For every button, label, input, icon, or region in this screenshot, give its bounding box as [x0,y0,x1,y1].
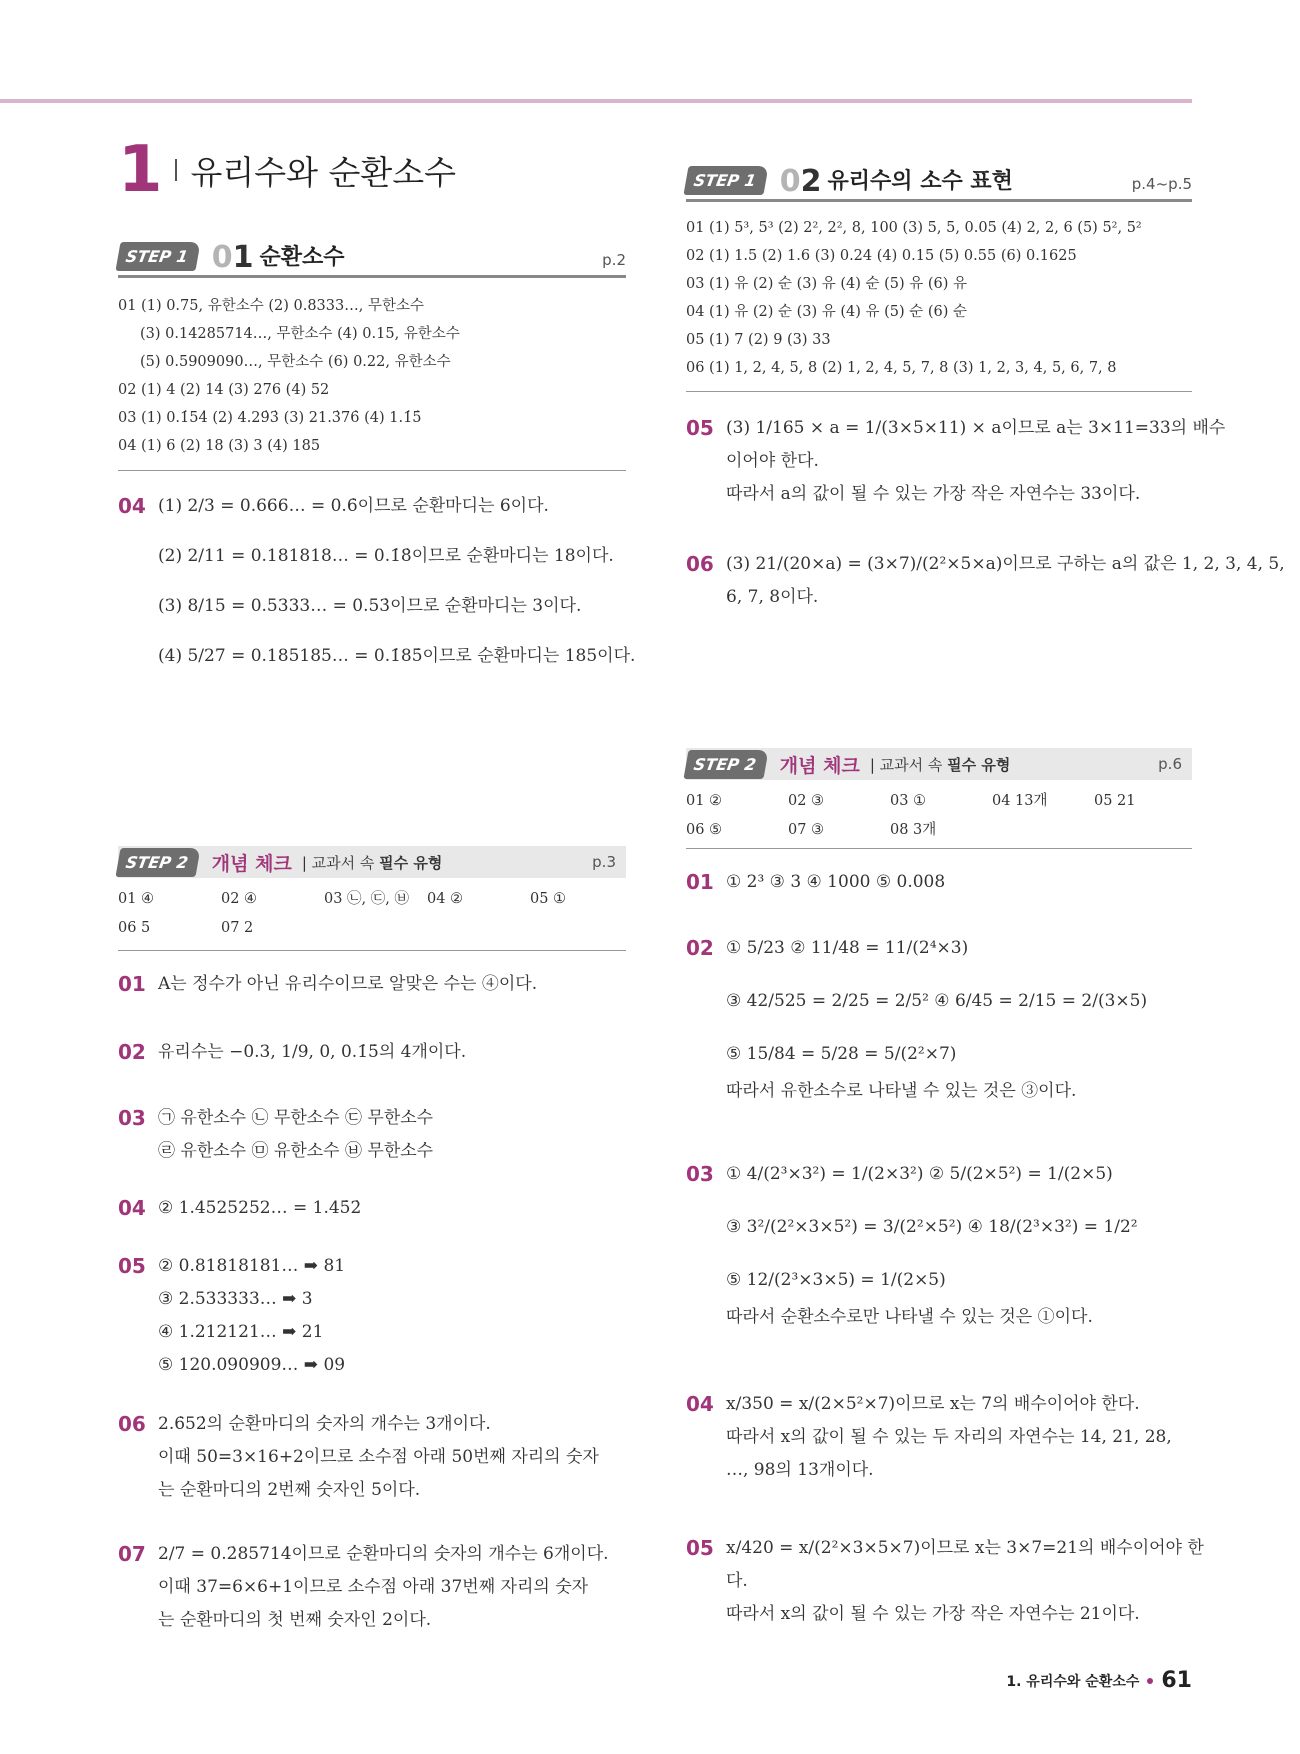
answer-cell: 02 ③ [788,793,825,809]
solution-01 [118,968,626,1001]
page-footer [1006,1668,1192,1693]
solution-line: 2/7 = 0.2̇85714̇이므로 순환마디의 숫자의 개수는 6개이다. [158,1544,609,1564]
answer-cell: 04 13개 [992,793,1048,809]
solution-line: ⑤ 12/(2³×3×5) = 1/(2×5) [726,1270,946,1290]
solution-line: …, 98의 13개이다. [726,1460,874,1480]
section-title: 순환소수 [259,245,345,270]
chapter-divider [175,159,177,181]
solution-line: (4) 5/27 = 0.185185… = 0.1̇85̇이므로 순환마디는 185이다. [158,646,636,666]
solution-line: 이때 50=3×16+2이므로 소수점 아래 50번째 자리의 숫자 [158,1447,599,1467]
step2-header-p6 [686,748,1192,780]
answer-row: 06 (1) 1, 2, 4, 5, 8 (2) 1, 2, 4, 5, 7, 8 (3) 1, 2, 3, 4, 5, 6, 7, 8 [686,360,1117,376]
answer-row: (3) 0.14285714…, 무한소수 (4) 0.15, 유한소수 [140,326,460,342]
solution-03 [118,1102,626,1168]
answer-cell: 04 ② [427,891,464,907]
solution-line: ⑤ 15/84 = 5/28 = 5/(2²×7) [726,1044,957,1064]
answer-cell: 08 3개 [890,822,937,838]
problem-number: 05 [118,1254,146,1278]
section-header-01 [118,238,626,278]
solution-01-sec2 [686,866,1192,899]
solution-line: ㉣ 유한소수 ㉤ 유한소수 ㉥ 무한소수 [158,1141,434,1161]
answer-cell: 07 ③ [788,822,825,838]
problem-number: 06 [118,1412,146,1436]
section-number: 02 [779,164,822,199]
solution-line: 는 순환마디의 첫 번째 숫자인 2이다. [158,1610,432,1630]
answer-row: 03 (1) 유 (2) 순 (3) 유 (4) 순 (5) 유 (6) 유 [686,276,968,292]
answer-cell: 06 5 [118,920,151,936]
solution-07 [118,1538,626,1637]
section-page: p.3 [592,853,616,871]
concept-check-title: 개념 체크 [211,852,292,875]
answer-cell: 03 ① [890,793,927,809]
problem-number: 03 [118,1106,146,1130]
problem-number: 03 [686,1162,714,1186]
section-header-02 [686,162,1192,202]
answer-row: (5) 0.5909090…, 무한소수 (6) 0.22, 유한소수 [140,354,451,370]
solution-05-sec2 [686,412,1226,511]
step2-header-p3 [118,846,626,878]
solution-line: A는 정수가 아닌 유리수이므로 알맞은 수는 ④이다. [158,974,538,994]
separator [686,848,1192,849]
separator [118,470,626,471]
answer-cell: 03 ㉡, ㉢, ㉥ [324,891,409,907]
solution-line: ㉠ 유한소수 ㉡ 무한소수 ㉢ 무한소수 [158,1108,434,1128]
step-badge: STEP 1 [115,242,200,271]
separator [118,950,626,951]
answer-row: 03 (1) 0.1̇54̇ (2) 4.29̇3̇ (3) 21.3̇76̇ (4) 1.1̇5̇ [118,410,422,426]
problem-number: 02 [118,1040,146,1064]
solution-line: (3) 8/15 = 0.5333… = 0.53̇이므로 순환마디는 3이다. [158,596,582,616]
problem-number: 02 [686,936,714,960]
answer-list-01 [118,292,626,460]
concept-check-subtitle: | 교과서 속 필수 유형 [869,755,1011,774]
answer-row: 02 (1) 1.5 (2) 1.6 (3) 0.24 (4) 0.15 (5) 0.55 (6) 0.1625 [686,248,1077,264]
answer-list-02 [686,214,1192,382]
solution-line: (3) 1/165 × a = 1/(3×5×11) × a이므로 a는 3×11=33의 배수 [726,418,1226,438]
solution-line: x/350 = x/(2×5²×7)이므로 x는 7의 배수이어야 한다. [726,1394,1140,1414]
solution-line: 다. [726,1571,748,1591]
problem-number: 04 [686,1392,714,1416]
problem-number: 05 [686,416,714,440]
solution-line: 유리수는 −0.3, 1/9, 0, 0.1̇5̇의 4개이다. [158,1042,467,1062]
answer-cell: 01 ② [686,793,723,809]
section-title: 유리수의 소수 표현 [827,169,1013,194]
problem-number: 01 [686,870,714,894]
answer-row: 04 (1) 유 (2) 순 (3) 유 (4) 유 (5) 순 (6) 순 [686,304,968,320]
step-badge: STEP 2 [115,848,200,877]
step-badge: STEP 2 [683,750,768,779]
answer-cell: 05 21 [1094,793,1136,809]
section-page: p.6 [1158,755,1182,773]
solution-05-sec2b [686,1532,1204,1631]
solution-line: ① 2³ ③ 3 ④ 1000 ⑤ 0.008 [726,872,946,892]
solution-line: ② 1.4525252… = 1.45̇2̇ [158,1198,362,1218]
solution-line: 2.6̇52̇의 순환마디의 숫자의 개수는 3개이다. [158,1414,491,1434]
problem-number: 04 [118,494,146,518]
footer-dot [1147,1678,1153,1684]
solution-line: (2) 2/11 = 0.181818… = 0.1̇8̇이므로 순환마디는 18이다. [158,546,614,566]
solution-line: 이때 37=6×6+1이므로 소수점 아래 37번째 자리의 숫자 [158,1577,589,1597]
solution-line: ⑤ 120.090909… ➡ 09 [158,1355,346,1375]
footer-chapter: 1. 유리수와 순환소수 [1006,1673,1140,1690]
concept-check-title: 개념 체크 [779,754,860,777]
solution-05 [118,1250,626,1382]
answer-row: 05 (1) 7 (2) 9 (3) 33 [686,332,831,348]
answer-cell: 01 ④ [118,891,155,907]
solution-04 [118,490,636,673]
answer-grid-p6 [686,788,1192,848]
solution-line: 따라서 x의 값이 될 수 있는 두 자리의 자연수는 14, 21, 28, [726,1427,1172,1447]
solution-line: (1) 2/3 = 0.666… = 0.6̇이므로 순환마디는 6이다. [158,496,549,516]
solution-line: ④ 1.212121… ➡ 21 [158,1322,324,1342]
solution-line: ③ 42/525 = 2/25 = 2/5² ④ 6/45 = 2/15 = 2/(3×5) [726,991,1148,1011]
answer-row: 01 (1) 0.75, 유한소수 (2) 0.8333…, 무한소수 [118,298,424,314]
solution-04b [118,1192,626,1225]
solution-line: 따라서 순환소수로만 나타낼 수 있는 것은 ①이다. [726,1307,1093,1327]
solution-04-sec2 [686,1388,1192,1487]
solution-06-sec2 [686,548,1285,614]
problem-number: 01 [118,972,146,996]
section-number: 01 [211,240,254,275]
solution-line: (3) 21/(20×a) = (3×7)/(2²×5×a)이므로 구하는 a의 값은 1, 2, 3, 4, 5, [726,554,1285,574]
problem-number: 05 [686,1536,714,1560]
problem-number: 04 [118,1196,146,1220]
concept-check-subtitle: | 교과서 속 필수 유형 [301,853,443,872]
solution-03-sec2 [686,1158,1192,1334]
solution-line: ① 5/23 ② 11/48 = 11/(2⁴×3) [726,938,969,958]
page-number: 61 [1161,1668,1192,1693]
step-badge: STEP 1 [683,166,768,195]
chapter-number: 1 [118,133,163,207]
solution-line: x/420 = x/(2²×3×5×7)이므로 x는 3×7=21의 배수이어야 한 [726,1538,1204,1558]
solution-line: 6, 7, 8이다. [726,587,819,607]
top-rule [0,99,1192,103]
section-page: p.2 [602,251,626,269]
answer-cell: 02 ④ [221,891,258,907]
answer-grid-p3 [118,886,626,946]
section-page: p.4~p.5 [1131,175,1192,193]
solution-line: 따라서 a의 값이 될 수 있는 가장 작은 자연수는 33이다. [726,484,1141,504]
answer-cell: 06 ⑤ [686,822,723,838]
answer-row: 04 (1) 6 (2) 18 (3) 3 (4) 185 [118,438,321,454]
solution-line: 따라서 x의 값이 될 수 있는 가장 작은 자연수는 21이다. [726,1604,1140,1624]
solution-02-sec2 [686,932,1192,1108]
solution-line: ② 0.81818181… ➡ 81 [158,1256,346,1276]
solution-line: 는 순환마디의 2번째 숫자인 5이다. [158,1480,421,1500]
chapter-heading [118,135,456,205]
answer-row: 02 (1) 4 (2) 14 (3) 276 (4) 52 [118,382,330,398]
problem-number: 07 [118,1542,146,1566]
solution-06 [118,1408,626,1507]
solution-line: ③ 3²/(2²×3×5²) = 3/(2²×5²) ④ 18/(2³×3²) = 1/2² [726,1217,1138,1237]
solution-line: ① 4/(2³×3²) = 1/(2×3²) ② 5/(2×5²) = 1/(2×5) [726,1164,1113,1184]
problem-number: 06 [686,552,714,576]
chapter-title: 유리수와 순환소수 [190,152,457,192]
separator [686,391,1192,392]
answer-cell: 07 2 [221,920,254,936]
solution-line: 따라서 유한소수로 나타낼 수 있는 것은 ③이다. [726,1081,1077,1101]
answer-row: 01 (1) 5³, 5³ (2) 2², 2², 8, 100 (3) 5, 5, 0.05 (4) 2, 2, 6 (5) 5², 5² [686,220,1142,236]
solution-line: ③ 2.533333… ➡ 3 [158,1289,313,1309]
solution-line: 이어야 한다. [726,451,819,471]
answer-cell: 05 ① [530,891,567,907]
solution-02 [118,1036,626,1069]
